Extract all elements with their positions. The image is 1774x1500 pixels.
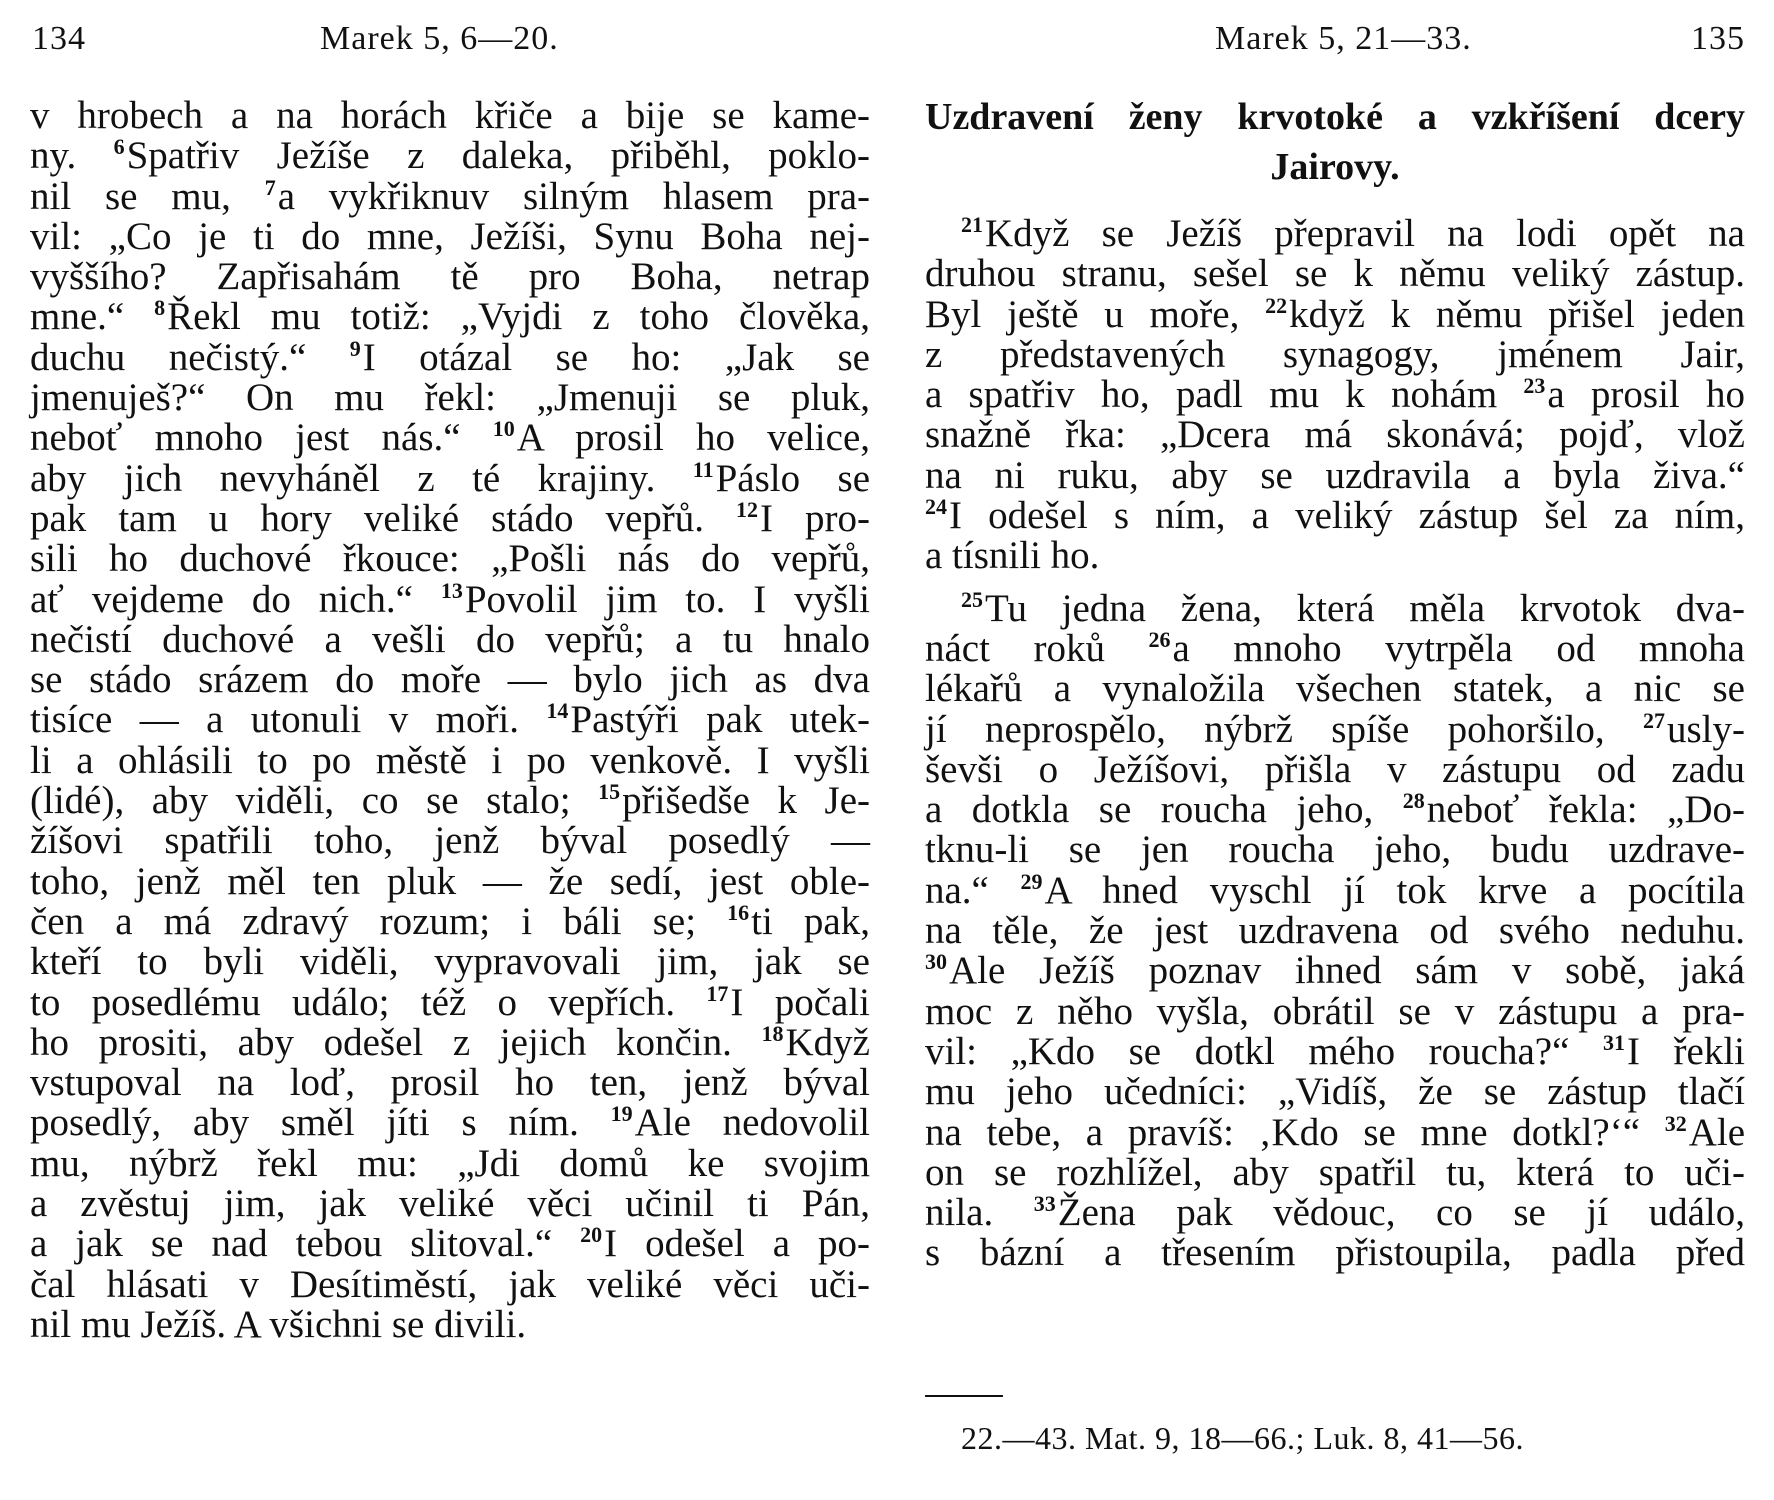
right-page-header [925,20,1745,60]
text-line: se stádo srázem do moře — bylo jich as dva [30,658,870,702]
verse-number: 24 [925,494,947,520]
text-line: ho prositi, aby odešel z jejich končin. $^{18}$Když [30,1020,870,1064]
text-line: kteří to byli viděli, vypravovali jim, jak se [30,940,870,984]
text-line: (lidé), aby viděli, co se stalo; $^{15}$přišedše k Je- [30,779,870,823]
right-page-body [925,214,1745,1274]
text-line: lékařů a vynaložila všechen statek, a nic se [925,667,1745,711]
verse-number: 29 [1020,868,1043,894]
text-line: li a ohlásili to po městě i po venkově. I vyšli [30,738,870,782]
right-page [925,0,1745,1500]
text-line: mu jeho učedníci: „Vidíš, že se zástup tlačí [925,1070,1745,1114]
section-title [925,92,1745,192]
running-head: Marek 5, 6—20. [320,20,559,57]
left-page-body [30,96,870,1345]
text-line: Byl ještě u moře, $^{22}$když k němu přišel jeden [925,292,1746,336]
text-line: moc z něho vyšla, obrátil se v zástupu a pra- [925,989,1745,1033]
verse-number: 28 [1402,788,1425,814]
section-title-line: Uzdravení ženy krvotoké a vzkříšení dcery [925,96,1745,138]
text-line: tisíce — a utonuli v moři. $^{14}$Pastýři pak utek- [30,698,870,742]
text-line: sili ho duchové řkouce: „Pošli nás do vepřů, [30,537,870,581]
text-line: vil: „Kdo se dotkl mého roucha?“ $^{31}$I řekli [925,1029,1745,1073]
verse-number: 7 [264,174,276,200]
section-title-line: Jairovy. [1270,146,1400,188]
verse-number: 19 [610,1101,633,1127]
verse-number: 22 [1265,292,1288,318]
footnote-rule [925,1395,1003,1397]
text-line: $^{24}$I odešel s ním, a veliký zástup šel za ním, [925,494,1745,538]
text-line: ať vejdeme do nich.“ $^{13}$Povolil jim to. I vyšli [30,577,870,621]
text-line: v hrobech a na horách křiče a bije se kame- [30,94,870,137]
text-line: a zvěstuj jim, jak veliké věci učinil ti Pán, [30,1182,870,1226]
text-line: vil: „Co je ti do mne, Ježíši, Synu Boha nej- [30,214,870,258]
text-line: a jak se nad tebou slitoval.“ $^{20}$I odešel a po- [30,1222,871,1266]
text-line: tknu-li se jen roucha jeho, budu uzdrave- [925,828,1745,872]
text-line: vyššího? Zapřisahám tě pro Boha, netrap [30,255,870,299]
text-line: na ni ruku, aby se uzdravila a byla živa.“ [925,453,1745,497]
left-page-header [30,20,870,60]
text-line: on se rozhlížel, aby spatřil tu, která to uči- [925,1150,1745,1194]
text-line: nil se mu, $^7$a vykřiknuv silným hlasem pra- [30,174,870,218]
verse-number: 8 [154,295,166,321]
text-line: jmenuješ?“ On mu řekl: „Jmenuji se pluk, [30,376,870,420]
verse-number: 9 [349,335,361,361]
text-line: snažně řka: „Dcera má skonává; pojď, vlož [925,413,1745,457]
verse-number: 23 [1523,373,1546,399]
verse-number: 15 [598,779,621,805]
verse-number: 16 [727,899,750,925]
verse-number: 17 [706,980,729,1006]
verse-number: 14 [546,698,569,724]
verse-number: 6 [113,134,125,160]
text-line: posedlý, aby směl jíti s ním. $^{19}$Ale nedovolil [30,1101,870,1145]
verse-number: 11 [692,456,714,482]
text-line: na.“ $^{29}$A hned vyschl jí tok krve a pocítila [925,868,1745,912]
text-line: $^{30}$Ale Ježíš poznav ihned sám v sobě, jaká [925,949,1745,993]
left-page [30,0,870,1500]
text-line: čal hlásati v Desítiměstí, jak veliké věci uči- [30,1262,870,1306]
text-line: toho, jenž měl ten pluk — že sedí, jest oble- [30,859,870,903]
text-line: nila. $^{33}$Žena pak vědouc, co se jí událo, [925,1191,1745,1235]
text-line: druhou stranu, sešel se k němu veliký zástup. [925,252,1745,296]
footnote: 22.—43. Mat. 9, 18—66.; Luk. 8, 41—56. [961,1420,1524,1456]
verse-number: 27 [1643,707,1665,733]
text-line: a dotkla se roucha jeho, $^{28}$neboť řekla: „Do- [925,788,1745,832]
text-line: na těle, že jest uzdravena od svého neduhu. [925,909,1745,953]
text-line: pak tam u hory veliké stádo vepřů. $^{12}$I pro- [30,496,870,540]
text-line: jí neprospělo, nýbrž spíše pohoršilo, $^{27}$usly- [925,707,1745,751]
verse-number: 12 [736,496,759,522]
verse-number: 21 [961,212,983,237]
text-line: čen a má zdravý rozum; i báli se; $^{16}$ti pak, [30,899,870,943]
text-line: duchu nečistý.“ $^9$I otázal se ho: „Jak se [30,335,870,379]
text-line: mu, nýbrž řekl mu: „Jdi domů ke svojim [30,1141,870,1185]
text-line: nečistí duchové a vešli do vepřů; a tu hnalo [30,617,870,661]
verse-number: 33 [1033,1191,1056,1217]
text-line: na tebe, a pravíš: ‚Kdo se mne dotkl?‘“ $^{32}$Ale [925,1110,1745,1154]
verse-number: 26 [1148,626,1171,652]
text-line: ny. $^6$Spatřiv Ježíše z daleka, přiběhl, poklo- [30,134,870,178]
verse-number: 18 [761,1020,784,1046]
verse-number: 10 [492,416,515,442]
verse-number: 25 [961,586,983,612]
running-head: Marek 5, 21—33. [1215,20,1472,57]
text-line: to posedlému událo; též o vepřích. $^{17}$I počali [30,980,870,1024]
text-line: a spatřiv ho, padl mu k nohám $^{23}$a prosil ho [925,373,1745,417]
verse-number: 13 [440,577,463,603]
text-line: aby jich nevyháněl z té krajiny. $^{11}$Páslo se [30,456,871,500]
text-line: nil mu Ježíš. A všichni se divili. [30,1302,527,1346]
text-line: vstupoval na loď, prosil ho ten, jenž býval [30,1061,870,1105]
text-line: $^{21}$Když se Ježíš přepravil na lodi opět na [961,212,1745,255]
text-line: a tísnili ho. [925,534,1100,578]
text-line: $^{25}$Tu jedna žena, která měla krvotok dva- [961,586,1745,630]
text-line: žíšovi spatřili toho, jenž býval posedlý — [30,819,870,863]
text-line: náct roků $^{26}$a mnoho vytrpěla od mnoha [925,626,1745,670]
text-line: s bázní a třesením přistoupila, padla před [925,1231,1745,1275]
verse-number: 32 [1664,1110,1687,1136]
verse-number: 30 [925,949,947,975]
verse-number: 31 [1602,1029,1625,1055]
text-line: neboť mnoho jest nás.“ $^{10}$A prosil ho velice, [30,416,870,460]
page-number: 134 [32,20,86,57]
text-line: z představených synagogy, jménem Jair, [925,332,1745,376]
text-line: ševši o Ježíšovi, přišla v zástupu od zadu [925,747,1745,791]
verse-number: 20 [580,1222,603,1248]
text-line: mne.“ $^8$Řekl mu totiž: „Vyjdi z toho člověka, [30,295,870,339]
page-number: 135 [1691,20,1745,57]
